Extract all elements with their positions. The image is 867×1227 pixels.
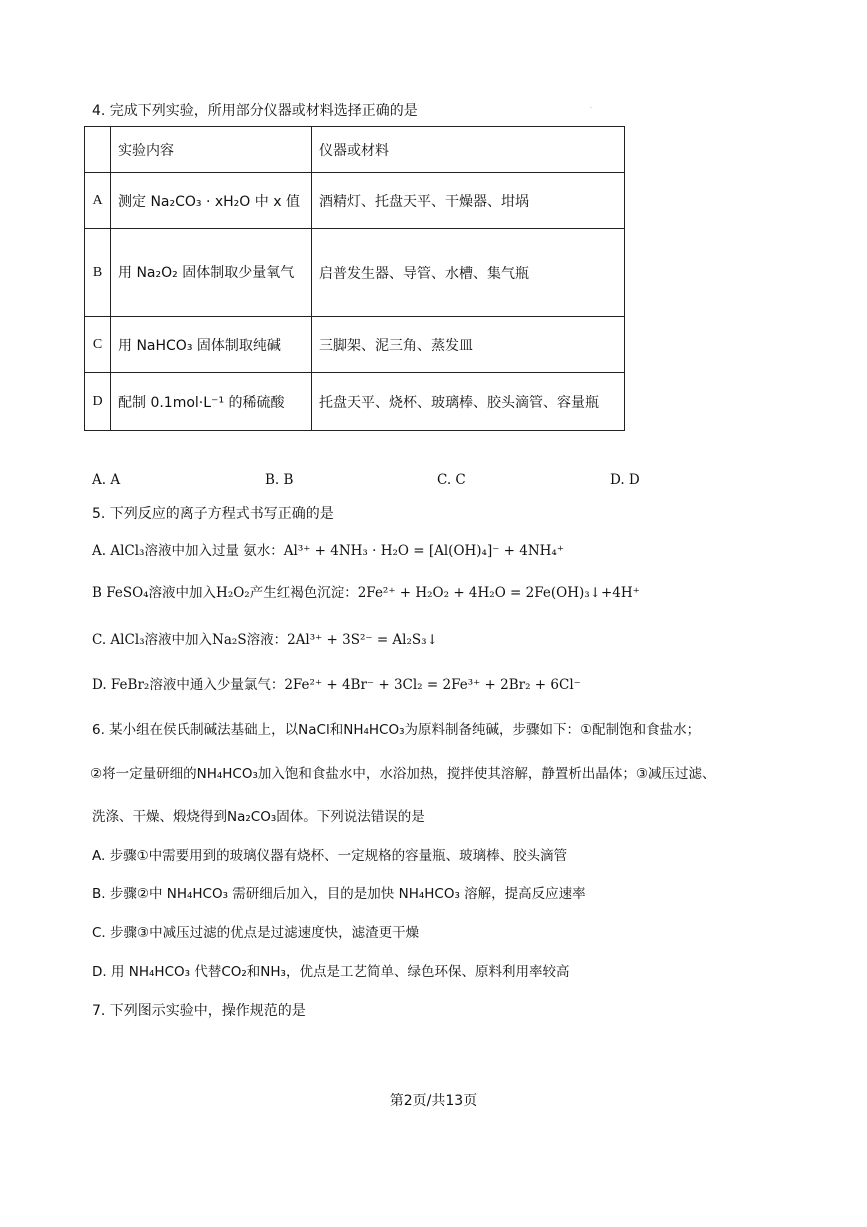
q5-option-a: A. AlCl₃溶液中加入过量 氨水：Al³⁺ + 4NH₃ · H₂O = [Al(OH)₄]⁻ + 4NH₄⁺	[92, 543, 564, 559]
q5-stem: 5. 下列反应的离子方程式书写正确的是	[92, 506, 334, 522]
q4-table	[84, 126, 625, 431]
table-row	[85, 173, 625, 229]
row-materials: 酒精灯、托盘天平、干燥器、坩埚	[312, 173, 625, 229]
table-row	[85, 317, 625, 373]
table-header-row	[85, 127, 625, 173]
q6-line-1: 6. 某小组在侯氏制碱法基础上，以NaCl和NH₄HCO₃为原料制备纯碱，步骤如下：①配制饱和食盐水；	[92, 722, 701, 738]
q6-option-c: C. 步骤③中减压过滤的优点是过滤速度快，滤渣更干燥	[92, 925, 420, 941]
q5-option-b: B FeSO₄溶液中加入H₂O₂产生红褐色沉淀：2Fe²⁺ + H₂O₂ + 4H₂O = 2Fe(OH)₃↓+4H⁺	[92, 585, 640, 601]
header-materials: 仪器或材料	[312, 127, 625, 173]
row-materials: 托盘天平、烧杯、玻璃棒、胶头滴管、容量瓶	[312, 373, 625, 431]
exam-page: . 4. 完成下列实验，所用部分仪器或材料选择正确的是 实验内容 仪器或材料 A 测定 Na₂CO₃ · xH₂O 中 x 值 酒精灯、托盘天平、干燥器、坩埚 B 用 Na₂O₂ 固体制取少量氧气 启普发生器、导管、水槽、集气瓶 C 用 NaHCO₃ 固体制取纯碱 三脚架、泥三角、蒸发皿 D 配制 0.1mol·L⁻¹ 的稀硫酸 托盘天平、烧杯、玻璃棒、胶头滴管、容量瓶 A. A B. B C. C D. D 5. 下列反应的离子方程式书写正确的是 A. AlCl₃溶液中加入过量 氨水：Al³⁺ + 4NH₃ · H₂O = [Al(OH)₄]⁻ + 4NH₄⁺ B FeSO₄溶液中加入H₂O₂产生红褐色沉淀：2Fe²⁺ + H₂O₂ + 4H₂O = 2Fe(OH)₃↓+4H⁺ C. AlCl₃溶液中加入Na₂S溶液：2Al³⁺ + 3S²⁻ = Al₂S₃↓ D. FeBr₂溶液中通入少量氯气：2Fe²⁺ + 4Br⁻ + 3Cl₂ = 2Fe³⁺ + 2Br₂ + 6Cl⁻ 6. 某小组在侯氏制碱法基础上，以NaCl和NH₄HCO₃为原料制备纯碱，步骤如下：①配制饱和食盐水； ②将一定量研细的NH₄HCO₃加入饱和食盐水中，水浴加热，搅拌使其溶解，静置析出晶体；③减压过滤、 洗涤、干燥、煅烧得到Na₂CO₃固体。下列说法错误的是 A. 步骤①中需要用到的玻璃仪器有烧杯、一定规格的容量瓶、玻璃棒、胶头滴管 B. 步骤②中 NH₄HCO₃ 需研细后加入，目的是加快 NH₄HCO₃ 溶解，提高反应速率 C. 步骤③中减压过滤的优点是过滤速度快，滤渣更干燥 D. 用 NH₄HCO₃ 代替CO₂和NH₃，优点是工艺简单、绿色环保、原料利用率较高 7. 下列图示实验中，操作规范的是 第2页/共13页	[0, 0, 867, 1227]
q7-stem: 7. 下列图示实验中，操作规范的是	[92, 1003, 306, 1019]
header-content: 实验内容	[111, 127, 312, 173]
q4-stem: 4. 完成下列实验，所用部分仪器或材料选择正确的是	[92, 103, 418, 119]
row-materials: 启普发生器、导管、水槽、集气瓶	[312, 229, 625, 317]
q6-option-b: B. 步骤②中 NH₄HCO₃ 需研细后加入，目的是加快 NH₄HCO₃ 溶解，提高反应速率	[92, 886, 586, 902]
row-content: 配制 0.1mol·L⁻¹ 的稀硫酸	[111, 373, 312, 431]
q4-option-d: D. D	[610, 472, 640, 488]
q5-option-c: C. AlCl₃溶液中加入Na₂S溶液：2Al³⁺ + 3S²⁻ = Al₂S₃↓	[92, 632, 438, 648]
q5-option-d: D. FeBr₂溶液中通入少量氯气：2Fe²⁺ + 4Br⁻ + 3Cl₂ = 2Fe³⁺ + 2Br₂ + 6Cl⁻	[92, 677, 581, 693]
table-row	[85, 373, 625, 431]
table-row	[85, 229, 625, 317]
row-content: 测定 Na₂CO₃ · xH₂O 中 x 值	[111, 173, 312, 229]
q4-option-b: B. B	[265, 472, 294, 488]
q6-option-a: A. 步骤①中需要用到的玻璃仪器有烧杯、一定规格的容量瓶、玻璃棒、胶头滴管	[92, 848, 568, 864]
row-label: A	[85, 173, 111, 229]
q6-line-2: ②将一定量研细的NH₄HCO₃加入饱和食盐水中，水浴加热，搅拌使其溶解，静置析出晶体；③减压过滤、	[90, 766, 716, 782]
row-content: 用 Na₂O₂ 固体制取少量氧气	[111, 229, 312, 317]
row-label: C	[85, 317, 111, 373]
row-label: D	[85, 373, 111, 431]
row-content: 用 NaHCO₃ 固体制取纯碱	[111, 317, 312, 373]
row-label: B	[85, 229, 111, 317]
q6-option-d: D. 用 NH₄HCO₃ 代替CO₂和NH₃，优点是工艺简单、绿色环保、原料利用率较高	[92, 964, 570, 980]
page-footer: 第2页/共13页	[389, 1093, 478, 1109]
row-materials: 三脚架、泥三角、蒸发皿	[312, 317, 625, 373]
q4-option-a: A. A	[92, 472, 121, 488]
q4-option-c: C. C	[437, 472, 466, 488]
header-blank	[85, 127, 111, 173]
q6-line-3: 洗涤、干燥、煅烧得到Na₂CO₃固体。下列说法错误的是	[92, 809, 425, 825]
